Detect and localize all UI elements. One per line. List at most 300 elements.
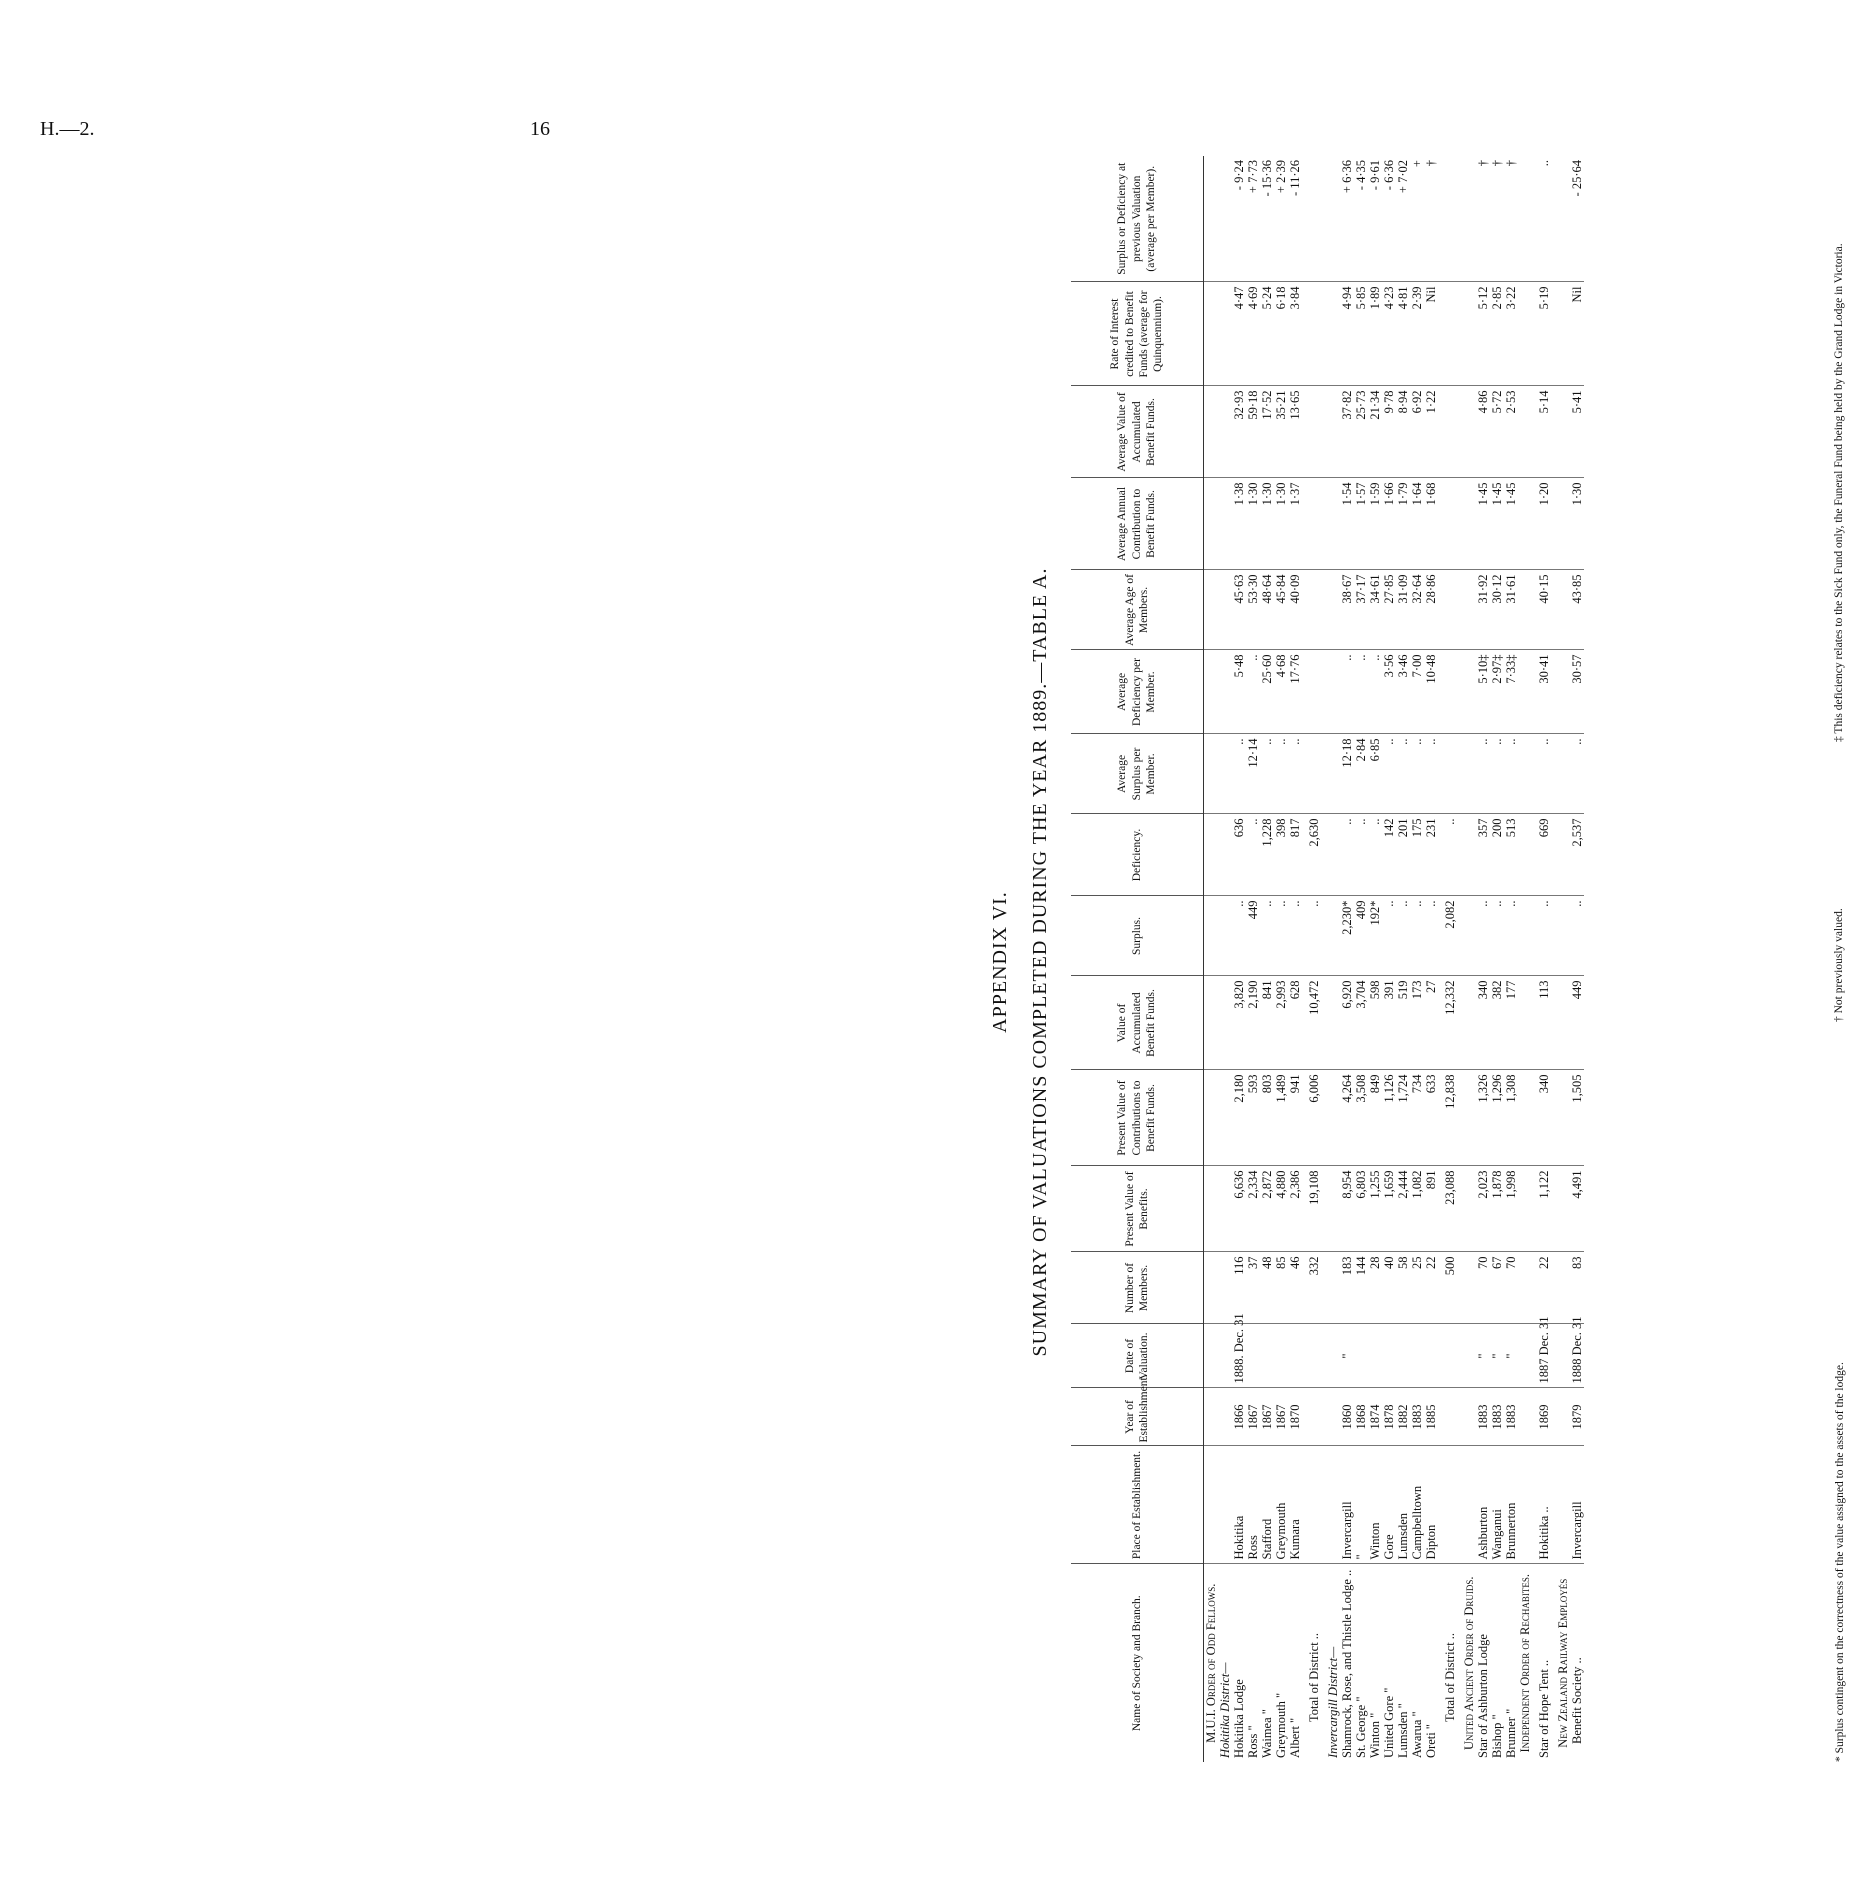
cell-benefits: 2,444 xyxy=(1396,1166,1410,1252)
cell-place: Kumara xyxy=(1288,1446,1302,1564)
cell-avg-funds: 2·53 xyxy=(1504,386,1518,478)
cell-previous: - 4·35 xyxy=(1354,160,1368,191)
cell-place: Ross xyxy=(1246,1446,1260,1564)
cell-date xyxy=(1424,1324,1438,1388)
cell-avg-contrib: 1·66 xyxy=(1382,478,1396,570)
cell-avg-age: 48·64 xyxy=(1260,570,1274,650)
empty-cell xyxy=(1556,1446,1570,1564)
empty-cell xyxy=(1326,156,1340,282)
cell-funds: 10,472 xyxy=(1302,976,1326,1070)
table-row xyxy=(1504,156,1518,1762)
cell-year xyxy=(1302,1388,1326,1446)
cell-avg-funds: 5·14 xyxy=(1532,386,1556,478)
group-heading: Independent Order of Rechabites. xyxy=(1518,1564,1532,1762)
cell-previous: - 9·61 xyxy=(1368,160,1382,191)
cell-avg-age: 27·85 xyxy=(1382,570,1396,650)
district-heading xyxy=(1218,156,1232,1762)
cell-funds: 113 xyxy=(1532,976,1556,1070)
total-row xyxy=(1438,156,1462,1762)
empty-cell xyxy=(1462,282,1476,386)
group-heading: Invercargill District— xyxy=(1326,1564,1340,1762)
cell-year: 1882 xyxy=(1396,1388,1410,1446)
cell-contributions: 849 xyxy=(1368,1070,1382,1166)
empty-cell xyxy=(1556,1324,1570,1388)
column-header: Present Value of Benefits. xyxy=(1071,1166,1204,1252)
empty-cell xyxy=(1556,386,1570,478)
cell-interest: 5·85 xyxy=(1354,282,1368,386)
cell-contributions: 4,264 xyxy=(1340,1070,1354,1166)
cell-deficiency: .. xyxy=(1340,814,1354,896)
cell-benefits: 1,122 xyxy=(1532,1166,1556,1252)
cell-members: 22 xyxy=(1424,1252,1438,1324)
cell-avg-funds: 32·93 xyxy=(1232,386,1246,478)
cell-benefits: 2,334 xyxy=(1246,1166,1260,1252)
cell-benefits: 4,880 xyxy=(1274,1166,1288,1252)
empty-cell xyxy=(1204,650,1219,734)
cell-contributions: 1,489 xyxy=(1274,1070,1288,1166)
cell-avg-surplus: 12·18 xyxy=(1340,734,1354,814)
empty-cell xyxy=(1326,734,1340,814)
cell-date xyxy=(1288,1324,1302,1388)
cell-avg-funds: 13·65 xyxy=(1288,386,1302,478)
empty-cell xyxy=(1556,1252,1570,1324)
cell-avg-surplus xyxy=(1302,734,1326,814)
empty-cell xyxy=(1518,734,1532,814)
empty-cell xyxy=(1518,976,1532,1070)
cell-members: 58 xyxy=(1396,1252,1410,1324)
empty-cell xyxy=(1556,282,1570,386)
cell-benefits: 2,386 xyxy=(1288,1166,1302,1252)
footnote-star: * Surplus contingent on the correctness of the value assigned to the assets of the lodge. xyxy=(1834,1362,1846,1762)
cell-funds: 519 xyxy=(1396,976,1410,1070)
empty-cell xyxy=(1326,1070,1340,1166)
cell-surplus: 409 xyxy=(1354,896,1368,976)
cell-interest: Nil xyxy=(1424,282,1438,386)
table-row xyxy=(1476,156,1490,1762)
cell-place: Brunnerton xyxy=(1504,1446,1518,1564)
cell-previous: † xyxy=(1476,160,1490,167)
cell-benefits: 19,108 xyxy=(1302,1166,1326,1252)
empty-cell xyxy=(1218,1388,1232,1446)
cell-funds: 382 xyxy=(1490,976,1504,1070)
cell-funds: 2,190 xyxy=(1246,976,1260,1070)
cell-avg-age: 38·67 xyxy=(1340,570,1354,650)
cell-avg-surplus: .. xyxy=(1504,734,1518,814)
empty-cell xyxy=(1556,478,1570,570)
cell-contributions: 340 xyxy=(1532,1070,1556,1166)
cell-deficiency: 1,228 xyxy=(1260,814,1274,896)
empty-cell xyxy=(1518,1388,1532,1446)
cell-place: Gore xyxy=(1382,1446,1396,1564)
rotated-table-page xyxy=(975,142,1875,1782)
cell-deficiency: 357 xyxy=(1476,814,1490,896)
cell-contributions: 1,326 xyxy=(1476,1070,1490,1166)
cell-deficiency: .. xyxy=(1438,814,1462,896)
empty-cell xyxy=(1204,814,1219,896)
table-row xyxy=(1354,156,1368,1762)
column-header: Surplus or Deficiency at previous Valuation (average per Member). xyxy=(1071,156,1204,282)
cell-date: " xyxy=(1490,1324,1504,1388)
empty-cell xyxy=(1556,650,1570,734)
cell-funds: 391 xyxy=(1382,976,1396,1070)
cell-deficiency: 817 xyxy=(1288,814,1302,896)
cell-date xyxy=(1368,1324,1382,1388)
cell-avg-deficiency: 30·41 xyxy=(1532,650,1556,734)
cell-year: 1883 xyxy=(1504,1388,1518,1446)
cell-avg-deficiency: 30·57 xyxy=(1570,650,1584,734)
group-heading: United Ancient Order of Druids. xyxy=(1462,1564,1476,1762)
cell-members: 332 xyxy=(1302,1252,1326,1324)
cell-interest: 4·81 xyxy=(1396,282,1410,386)
cell-date: " xyxy=(1504,1324,1518,1388)
cell-interest: 4·69 xyxy=(1246,282,1260,386)
cell-benefits: 1,998 xyxy=(1504,1166,1518,1252)
cell-interest: 3·84 xyxy=(1288,282,1302,386)
empty-cell xyxy=(1518,650,1532,734)
cell-funds: 449 xyxy=(1570,976,1584,1070)
cell-year: 1885 xyxy=(1424,1388,1438,1446)
cell-place: Lumsden xyxy=(1396,1446,1410,1564)
cell-surplus: .. xyxy=(1288,896,1302,976)
cell-date: 1887 Dec. 31 xyxy=(1532,1324,1556,1388)
cell-interest: Nil xyxy=(1570,282,1584,386)
cell-previous: - 9·24 xyxy=(1232,160,1246,191)
cell-surplus: .. xyxy=(1410,896,1424,976)
cell-avg-contrib: 1·54 xyxy=(1340,478,1354,570)
empty-cell xyxy=(1218,1070,1232,1166)
cell-benefits: 1,878 xyxy=(1490,1166,1504,1252)
group-heading: M.U.I. Order of Odd Fellows. xyxy=(1204,1564,1219,1762)
empty-cell xyxy=(1218,478,1232,570)
cell-avg-surplus: .. xyxy=(1532,734,1556,814)
cell-deficiency: .. xyxy=(1368,814,1382,896)
cell-previous: + 6·36 xyxy=(1340,160,1354,194)
column-header: Year of Establishment. xyxy=(1071,1388,1204,1446)
empty-cell xyxy=(1462,976,1476,1070)
cell-avg-funds: 59·18 xyxy=(1246,386,1260,478)
cell-interest: 5·24 xyxy=(1260,282,1274,386)
cell-surplus: .. xyxy=(1274,896,1288,976)
cell-members: 48 xyxy=(1260,1252,1274,1324)
empty-cell xyxy=(1204,156,1219,282)
table-row xyxy=(1396,156,1410,1762)
cell-avg-age: 43·85 xyxy=(1570,570,1584,650)
cell-contributions: 12,838 xyxy=(1438,1070,1462,1166)
empty-cell xyxy=(1204,1324,1219,1388)
society-heading xyxy=(1204,156,1219,1762)
cell-funds: 2,993 xyxy=(1274,976,1288,1070)
cell-benefits: 6,803 xyxy=(1354,1166,1368,1252)
empty-cell xyxy=(1204,976,1219,1070)
empty-cell xyxy=(1462,814,1476,896)
cell-avg-deficiency: 5·10‡ xyxy=(1476,650,1490,734)
cell-contributions: 633 xyxy=(1424,1070,1438,1166)
cell-avg-surplus: .. xyxy=(1382,734,1396,814)
empty-cell xyxy=(1462,570,1476,650)
cell-interest: 4·47 xyxy=(1232,282,1246,386)
cell-contributions: 6,006 xyxy=(1302,1070,1326,1166)
column-header: Place of Establishment. xyxy=(1071,1446,1204,1564)
cell-deficiency: 142 xyxy=(1382,814,1396,896)
cell-name: Benefit Society .. xyxy=(1570,1564,1584,1762)
cell-surplus: .. xyxy=(1232,896,1246,976)
empty-cell xyxy=(1326,282,1340,386)
cell-surplus: 449 xyxy=(1246,896,1260,976)
cell-avg-age: 30·12 xyxy=(1490,570,1504,650)
cell-avg-contrib: 1·45 xyxy=(1476,478,1490,570)
cell-name: Shamrock, Rose, and Thistle Lodge .. xyxy=(1340,1564,1354,1762)
empty-cell xyxy=(1462,1166,1476,1252)
empty-cell xyxy=(1326,1166,1340,1252)
cell-surplus: .. xyxy=(1504,896,1518,976)
footnote-dagger: † Not previously valued. xyxy=(1833,908,1845,1022)
cell-deficiency: 200 xyxy=(1490,814,1504,896)
empty-cell xyxy=(1518,386,1532,478)
cell-previous: - 6·36 xyxy=(1382,160,1396,191)
cell-name: Bishop " xyxy=(1490,1564,1504,1762)
group-heading: New Zealand Railway Employés xyxy=(1556,1564,1570,1762)
empty-cell xyxy=(1218,650,1232,734)
cell-avg-contrib: 1·30 xyxy=(1246,478,1260,570)
empty-cell xyxy=(1326,1388,1340,1446)
empty-cell xyxy=(1518,1446,1532,1564)
empty-cell xyxy=(1204,1166,1219,1252)
cell-funds: 628 xyxy=(1288,976,1302,1070)
cell-avg-contrib: 1·45 xyxy=(1504,478,1518,570)
cell-surplus: .. xyxy=(1396,896,1410,976)
cell-previous: + 7·73 xyxy=(1246,160,1260,194)
cell-avg-funds: 6·92 xyxy=(1410,386,1424,478)
cell-avg-deficiency: .. xyxy=(1368,650,1382,734)
cell-name: St. George " xyxy=(1354,1564,1368,1762)
empty-cell xyxy=(1326,570,1340,650)
cell-contributions: 1,296 xyxy=(1490,1070,1504,1166)
cell-year: 1868 xyxy=(1354,1388,1368,1446)
empty-cell xyxy=(1204,386,1219,478)
header-row xyxy=(1071,156,1204,1762)
cell-avg-surplus: .. xyxy=(1396,734,1410,814)
cell-year: 1870 xyxy=(1288,1388,1302,1446)
cell-avg-age xyxy=(1302,570,1326,650)
cell-place xyxy=(1438,1446,1462,1564)
cell-date xyxy=(1260,1324,1274,1388)
cell-surplus: .. xyxy=(1382,896,1396,976)
empty-cell xyxy=(1326,650,1340,734)
cell-contributions: 803 xyxy=(1260,1070,1274,1166)
cell-place: Ashburton xyxy=(1476,1446,1490,1564)
cell-year: 1869 xyxy=(1532,1388,1556,1446)
cell-avg-deficiency: 4·68 xyxy=(1274,650,1288,734)
cell-avg-surplus: .. xyxy=(1490,734,1504,814)
cell-name: Star of Ashburton Lodge xyxy=(1476,1564,1490,1762)
empty-cell xyxy=(1218,386,1232,478)
cell-avg-funds: 35·21 xyxy=(1274,386,1288,478)
cell-year: 1878 xyxy=(1382,1388,1396,1446)
cell-avg-contrib: 1·30 xyxy=(1570,478,1584,570)
empty-cell xyxy=(1326,976,1340,1070)
cell-place: Wanganui xyxy=(1490,1446,1504,1564)
empty-cell xyxy=(1556,814,1570,896)
cell-avg-contrib: 1·64 xyxy=(1410,478,1424,570)
empty-cell xyxy=(1462,650,1476,734)
cell-place: " xyxy=(1354,1446,1368,1564)
table-row xyxy=(1368,156,1382,1762)
appendix-heading: APPENDIX VI. xyxy=(989,891,1011,1033)
column-header: Surplus. xyxy=(1071,896,1204,976)
cell-name: Oreti " xyxy=(1424,1564,1438,1762)
empty-cell xyxy=(1326,814,1340,896)
cell-benefits: 891 xyxy=(1424,1166,1438,1252)
cell-previous: + 2·39 xyxy=(1274,160,1288,194)
cell-avg-surplus: .. xyxy=(1410,734,1424,814)
cell-members: 67 xyxy=(1490,1252,1504,1324)
cell-place: Invercargill xyxy=(1570,1446,1584,1564)
cell-avg-surplus: .. xyxy=(1288,734,1302,814)
cell-contributions: 1,505 xyxy=(1570,1070,1584,1166)
empty-cell xyxy=(1218,976,1232,1070)
cell-members: 46 xyxy=(1288,1252,1302,1324)
cell-members: 25 xyxy=(1410,1252,1424,1324)
empty-cell xyxy=(1326,386,1340,478)
society-heading xyxy=(1462,156,1476,1762)
empty-cell xyxy=(1462,734,1476,814)
cell-surplus: .. xyxy=(1490,896,1504,976)
empty-cell xyxy=(1518,814,1532,896)
cell-avg-funds: 25·73 xyxy=(1354,386,1368,478)
cell-previous: - 25·64 xyxy=(1570,160,1584,197)
empty-cell xyxy=(1462,478,1476,570)
cell-year: 1867 xyxy=(1274,1388,1288,1446)
column-header: Name of Society and Branch. xyxy=(1071,1564,1204,1762)
empty-cell xyxy=(1204,1446,1219,1564)
cell-deficiency: 636 xyxy=(1232,814,1246,896)
cell-avg-age xyxy=(1438,570,1462,650)
empty-cell xyxy=(1462,1446,1476,1564)
cell-avg-surplus xyxy=(1438,734,1462,814)
column-header: Average Deficiency per Member. xyxy=(1071,650,1204,734)
cell-avg-funds: 21·34 xyxy=(1368,386,1382,478)
cell-avg-funds: 8·94 xyxy=(1396,386,1410,478)
cell-members: 28 xyxy=(1368,1252,1382,1324)
cell-surplus: .. xyxy=(1260,896,1274,976)
empty-cell xyxy=(1218,1252,1232,1324)
cell-place: Hokitika xyxy=(1232,1446,1246,1564)
cell-funds: 340 xyxy=(1476,976,1490,1070)
cell-previous: + 7·02 xyxy=(1396,160,1410,194)
footnote-ddagger: ‡ This deficiency relates to the Sick Fund only, the Funeral Fund being held by the Grand Lodge in Victoria. xyxy=(1833,243,1845,742)
table-title: SUMMARY OF VALUATIONS COMPLETED DURING THE YEAR 1889.—TABLE A. xyxy=(1029,567,1051,1357)
cell-avg-contrib: 1·68 xyxy=(1424,478,1438,570)
cell-place: Stafford xyxy=(1260,1446,1274,1564)
table-row xyxy=(1260,156,1274,1762)
empty-cell xyxy=(1462,1252,1476,1324)
cell-contributions: 941 xyxy=(1288,1070,1302,1166)
page-code: H.—2. xyxy=(40,118,95,140)
empty-cell xyxy=(1556,570,1570,650)
empty-cell xyxy=(1518,896,1532,976)
cell-contributions: 734 xyxy=(1410,1070,1424,1166)
cell-deficiency: 513 xyxy=(1504,814,1518,896)
cell-place xyxy=(1302,1446,1326,1564)
empty-cell xyxy=(1218,282,1232,386)
cell-date: 1888 Dec. 31 xyxy=(1570,1324,1584,1388)
cell-avg-funds: 1·22 xyxy=(1424,386,1438,478)
cell-surplus: .. xyxy=(1476,896,1490,976)
cell-avg-funds: 5·72 xyxy=(1490,386,1504,478)
cell-contributions: 1,308 xyxy=(1504,1070,1518,1166)
total-label: Total of District .. xyxy=(1438,1564,1462,1762)
district-heading xyxy=(1326,156,1340,1762)
total-row xyxy=(1302,156,1326,1762)
empty-cell xyxy=(1556,1166,1570,1252)
empty-cell xyxy=(1218,1446,1232,1564)
empty-cell xyxy=(1204,1388,1219,1446)
cell-interest: 2·85 xyxy=(1490,282,1504,386)
empty-cell xyxy=(1218,734,1232,814)
cell-members: 116 xyxy=(1232,1252,1246,1324)
cell-date: " xyxy=(1340,1324,1354,1388)
cell-name: Greymouth " xyxy=(1274,1564,1288,1762)
cell-surplus: 2,082 xyxy=(1438,896,1462,976)
table-row xyxy=(1570,156,1584,1762)
cell-date xyxy=(1246,1324,1260,1388)
cell-avg-deficiency: .. xyxy=(1354,650,1368,734)
cell-avg-deficiency: 3·46 xyxy=(1396,650,1410,734)
cell-avg-contrib xyxy=(1438,478,1462,570)
table-body xyxy=(1204,156,1585,1762)
empty-cell xyxy=(1518,156,1532,282)
cell-benefits: 2,872 xyxy=(1260,1166,1274,1252)
cell-contributions: 1,724 xyxy=(1396,1070,1410,1166)
empty-cell xyxy=(1462,1388,1476,1446)
table-row xyxy=(1274,156,1288,1762)
cell-place: Greymouth xyxy=(1274,1446,1288,1564)
cell-deficiency: 2,537 xyxy=(1570,814,1584,896)
cell-avg-surplus: 2·84 xyxy=(1354,734,1368,814)
cell-date xyxy=(1396,1324,1410,1388)
cell-contributions: 1,126 xyxy=(1382,1070,1396,1166)
cell-deficiency: 175 xyxy=(1410,814,1424,896)
cell-year: 1860 xyxy=(1340,1388,1354,1446)
cell-benefits: 1,082 xyxy=(1410,1166,1424,1252)
cell-avg-surplus: .. xyxy=(1274,734,1288,814)
table-row xyxy=(1532,156,1556,1762)
table-row xyxy=(1340,156,1354,1762)
cell-avg-contrib xyxy=(1302,478,1326,570)
cell-avg-deficiency: 3·56 xyxy=(1382,650,1396,734)
cell-place: Hokitika .. xyxy=(1532,1446,1556,1564)
cell-avg-age: 45·63 xyxy=(1232,570,1246,650)
cell-previous: - 15·36 xyxy=(1260,160,1274,197)
cell-benefits: 2,023 xyxy=(1476,1166,1490,1252)
society-heading xyxy=(1518,156,1532,1762)
cell-members: 83 xyxy=(1570,1252,1584,1324)
cell-interest: 5·19 xyxy=(1532,282,1556,386)
cell-name: United Gore " xyxy=(1382,1564,1396,1762)
cell-surplus: .. xyxy=(1424,896,1438,976)
column-header: Number of Members. xyxy=(1071,1252,1204,1324)
cell-date: " xyxy=(1476,1324,1490,1388)
cell-interest: 4·23 xyxy=(1382,282,1396,386)
total-label: Total of District .. xyxy=(1302,1564,1326,1762)
cell-date xyxy=(1302,1324,1326,1388)
cell-year: 1867 xyxy=(1246,1388,1260,1446)
cell-year: 1883 xyxy=(1490,1388,1504,1446)
empty-cell xyxy=(1518,570,1532,650)
cell-place: Campbelltown xyxy=(1410,1446,1424,1564)
cell-year xyxy=(1438,1388,1462,1446)
cell-year: 1874 xyxy=(1368,1388,1382,1446)
